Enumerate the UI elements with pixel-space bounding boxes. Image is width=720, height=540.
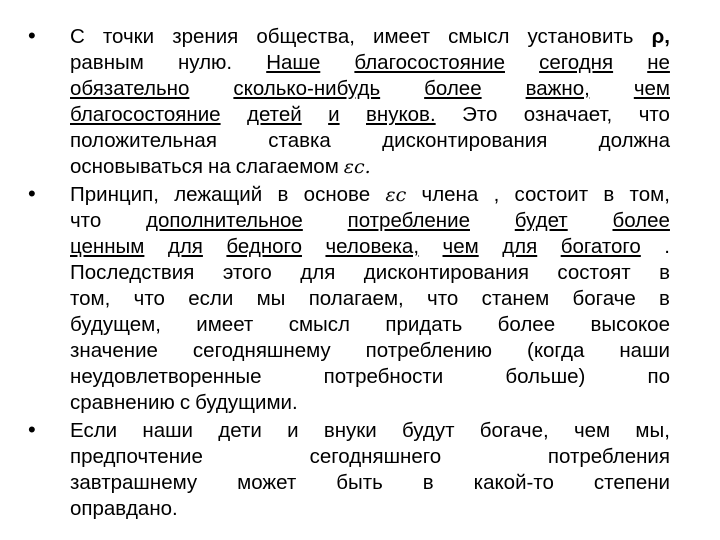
- word: детей: [247, 103, 302, 126]
- word: дети: [218, 419, 262, 442]
- word: основе: [303, 183, 371, 206]
- word: том,: [629, 183, 670, 206]
- word: сравнению: [70, 391, 175, 414]
- word: бедного: [226, 235, 302, 258]
- word: полагаем,: [308, 287, 404, 310]
- text-line: [70, 444, 670, 470]
- word: какой-то: [473, 471, 554, 494]
- word: мы,: [635, 419, 670, 442]
- ec-symbol: εc.: [343, 156, 371, 178]
- word: высокое: [590, 313, 670, 336]
- word: (когда: [527, 339, 585, 362]
- word: нулю.: [177, 51, 233, 74]
- word: ценным: [70, 235, 145, 258]
- word: зрения: [172, 25, 239, 48]
- word: состоит: [514, 183, 589, 206]
- text-line: [70, 208, 670, 234]
- word: внуков.: [366, 103, 436, 126]
- text-line: [70, 390, 670, 416]
- word: Последствия: [70, 261, 195, 284]
- word: потребление: [347, 209, 470, 232]
- word: для: [167, 235, 203, 258]
- word: богаче,: [479, 419, 549, 442]
- word: для: [300, 261, 336, 284]
- word: в: [659, 261, 670, 284]
- word: оправдано.: [70, 497, 178, 520]
- word: благосостояние: [70, 103, 221, 126]
- word: Это: [462, 103, 498, 126]
- word: смысл: [448, 25, 510, 48]
- word: слагаемом: [235, 155, 339, 178]
- word: быть: [336, 471, 383, 494]
- word: дисконтирования: [382, 129, 548, 152]
- text-line: [70, 338, 670, 364]
- text-line: [70, 470, 670, 496]
- word: на: [208, 155, 231, 178]
- word: более: [497, 313, 556, 336]
- word: Принцип,: [70, 183, 159, 206]
- word: богаче: [572, 287, 636, 310]
- word: ,: [493, 183, 500, 206]
- word: Если: [70, 419, 118, 442]
- word: .: [664, 235, 670, 258]
- word: этого: [222, 261, 272, 284]
- word: смысл: [288, 313, 350, 336]
- word: по: [647, 365, 670, 388]
- bullet-marker: •: [28, 417, 36, 442]
- word: сколько-нибудь: [233, 77, 381, 100]
- word: благосостояние: [354, 51, 505, 74]
- word: в: [659, 287, 670, 310]
- word: что: [70, 209, 102, 232]
- text-line: [70, 496, 670, 522]
- text-line: [70, 154, 670, 180]
- word: что: [133, 287, 165, 310]
- word: лежащий: [174, 183, 263, 206]
- word: чем: [573, 419, 611, 442]
- text-line: [70, 312, 670, 338]
- word: в: [422, 471, 434, 494]
- word: сегодня: [539, 51, 614, 74]
- text-line: [70, 102, 670, 128]
- text-line: [70, 128, 670, 154]
- word: неудовлетворенные: [70, 365, 262, 388]
- word: потребности: [323, 365, 444, 388]
- word: том,: [70, 287, 111, 310]
- word: дисконтирования: [363, 261, 529, 284]
- word: значение: [70, 339, 158, 362]
- word: и: [287, 419, 299, 442]
- text-line: [70, 76, 670, 102]
- text-line: [70, 182, 670, 208]
- word: будущем,: [70, 313, 161, 336]
- word: наши: [142, 419, 194, 442]
- word: имеет: [196, 313, 254, 336]
- word: наши: [619, 339, 670, 362]
- word: будущими.: [195, 391, 298, 414]
- word: важно,: [525, 77, 590, 100]
- word: для: [502, 235, 538, 258]
- word: степени: [593, 471, 670, 494]
- text-line: [70, 234, 670, 260]
- word: будет: [514, 209, 568, 232]
- word: дополнительное: [146, 209, 303, 232]
- word: С: [70, 25, 85, 48]
- word: ρ,: [651, 25, 670, 48]
- word: ставка: [268, 129, 331, 152]
- word: основываться: [70, 155, 204, 178]
- word: станем: [481, 287, 550, 310]
- text-line: [70, 286, 670, 312]
- word: что: [638, 103, 670, 126]
- bullet-marker: •: [28, 181, 36, 206]
- word: общества,: [256, 25, 355, 48]
- word: и: [328, 103, 340, 126]
- word: что: [427, 287, 459, 310]
- word: придать: [385, 313, 463, 336]
- word: сегодняшнему: [192, 339, 331, 362]
- word: не: [647, 51, 670, 74]
- word: с: [179, 391, 191, 414]
- text-line: [70, 364, 670, 390]
- text-line: [70, 24, 670, 50]
- word: если: [188, 287, 234, 310]
- word: положительная: [70, 129, 217, 152]
- ec-symbol: εc: [385, 184, 407, 206]
- word: более: [612, 209, 670, 232]
- word: богатого: [560, 235, 641, 258]
- word: в: [603, 183, 615, 206]
- word: означает,: [523, 103, 613, 126]
- word: имеет: [373, 25, 431, 48]
- word: должна: [598, 129, 670, 152]
- word: потреблению: [365, 339, 493, 362]
- word: в: [277, 183, 289, 206]
- word: равным: [70, 51, 144, 74]
- word: завтрашнему: [70, 471, 198, 494]
- word: обязательно: [70, 77, 190, 100]
- word: больше): [505, 365, 586, 388]
- word: чем: [442, 235, 479, 258]
- word: предпочтение: [70, 445, 203, 468]
- word: сегодняшнего: [309, 445, 442, 468]
- word: будут: [402, 419, 455, 442]
- word: точки: [102, 25, 155, 48]
- word: более: [424, 77, 482, 100]
- word: Наше: [266, 51, 321, 74]
- bullet-marker: •: [28, 23, 36, 48]
- word: установить: [527, 25, 634, 48]
- word: внуки: [323, 419, 377, 442]
- word: человека,: [325, 235, 420, 258]
- text-line: [70, 260, 670, 286]
- text-line: [70, 418, 670, 444]
- word: состоят: [557, 261, 631, 284]
- word: потребления: [547, 445, 670, 468]
- word: мы: [256, 287, 286, 310]
- word: может: [237, 471, 297, 494]
- word: члена: [421, 183, 479, 206]
- word: чем: [633, 77, 670, 100]
- text-line: [70, 50, 670, 76]
